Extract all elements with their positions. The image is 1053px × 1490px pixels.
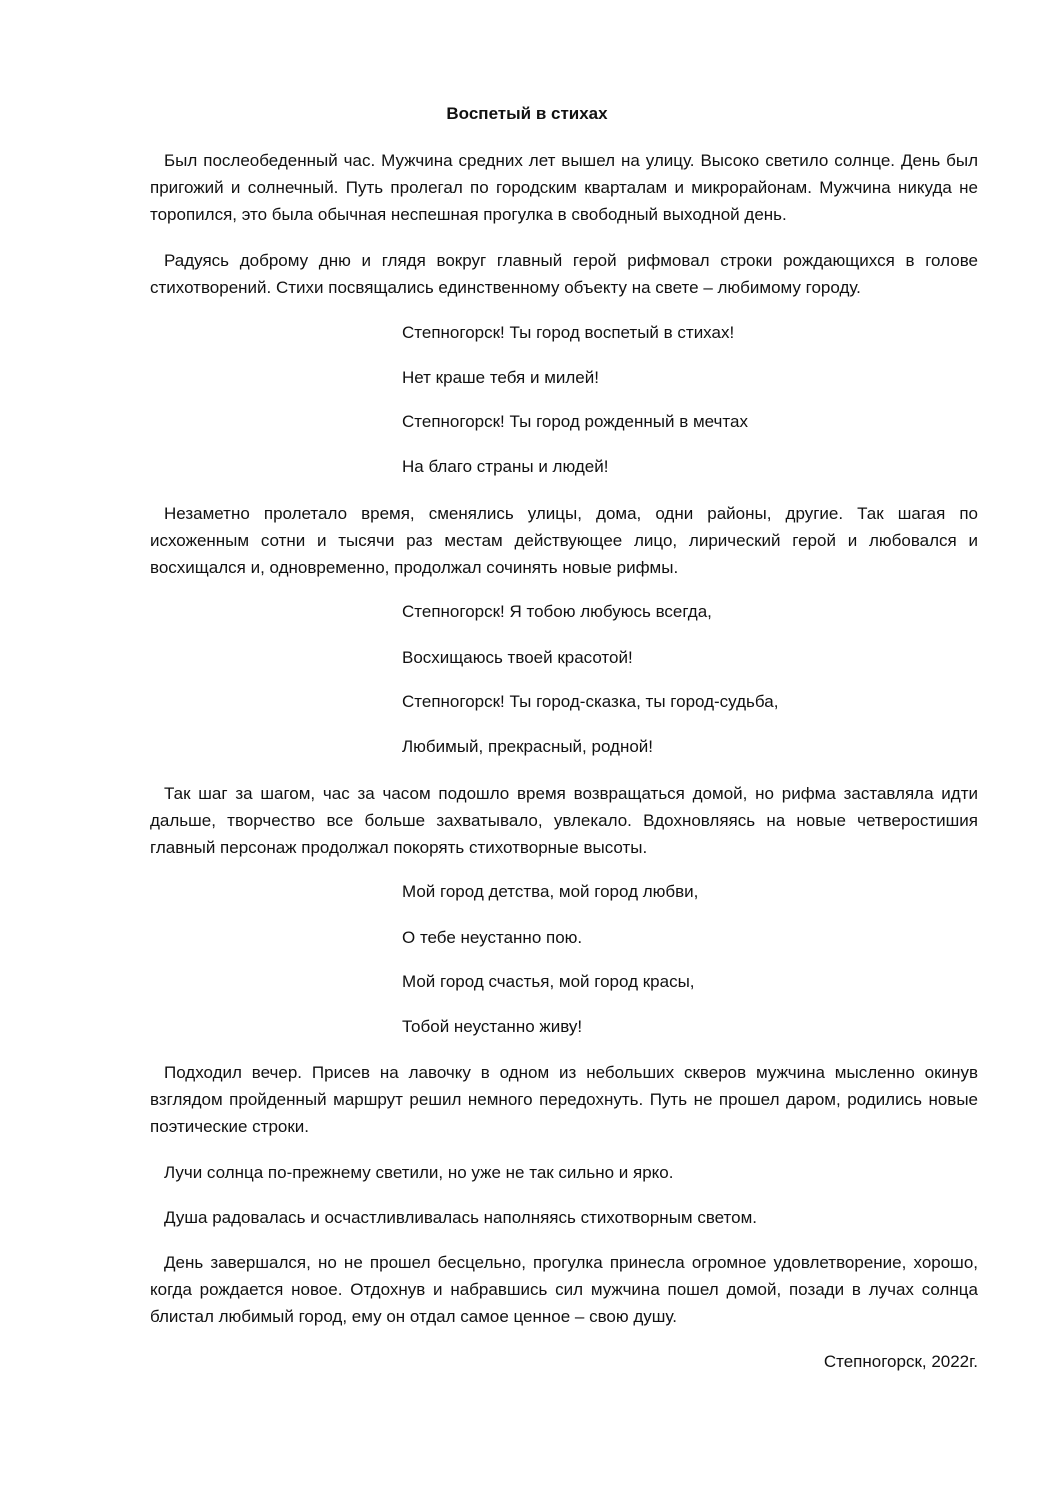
verse-line: О тебе неустанно пою.	[402, 928, 583, 947]
paragraph-sun-rays: Лучи солнца по-прежнему светили, но уже не так сильно и ярко.	[164, 1163, 674, 1182]
paragraph-walk: Незаметно пролетало время, сменялись улицы, дома, одни районы, другие. Так шагая по исхоженным сотни и тысячи раз местам действующее лицо, лирический герой и любовался и восхищался и, одновременно, продолжал сочинять новые рифмы.	[150, 504, 978, 577]
verse-line: Восхищаюсь твоей красотой!	[402, 648, 633, 667]
verse-line: Мой город детства, мой город любви,	[402, 882, 699, 901]
paragraph-intro: Был послеобеденный час. Мужчина средних лет вышел на улицу. Высоко светило солнце. День был пригожий и солнечный. Путь пролегал по городским кварталам и микрорайонам. Мужчина никуда не торопился, это была обычная неспешная прогулка в свободный выходной день.	[150, 151, 978, 224]
verse-line: Тобой неустанно живу!	[402, 1017, 583, 1036]
signature-place-date: Степногорск, 2022г.	[823, 1352, 978, 1371]
verse-line: Любимый, прекрасный, родной!	[402, 737, 654, 756]
verse-line: Мой город счастья, мой город красы,	[402, 972, 695, 991]
verse-line: Степногорск! Я тобою любуюсь всегда,	[402, 602, 712, 621]
paragraph-ending: День завершался, но не прошел бесцельно, прогулка принесла огромное удовлетворение, хорошо, когда рождается новое. Отдохнув и набравшись сил мужчина пошел домой, позади в лучах солнца блистал любимый город, ему он отдал самое ценное – свою душу.	[150, 1253, 978, 1326]
paragraph-soul: Душа радовалась и осчастливливалась наполняясь стихотворным светом.	[164, 1208, 758, 1227]
paragraph-rhyming: Радуясь доброму дню и глядя вокруг главный герой рифмовал строки рождающихся в голове стихотворений. Стихи посвящались единственному объекту на свете – любимому городу.	[150, 251, 978, 297]
verse-line: Степногорск! Ты город рожденный в мечтах	[402, 412, 748, 431]
document-title: Воспетый в стихах	[446, 104, 608, 123]
paragraph-evening: Подходил вечер. Присев на лавочку в одном из небольших скверов мужчина мысленно окинув взглядом пройденный маршрут решил немного передохнуть. Путь не прошел даром, родились новые поэтические строки.	[150, 1063, 978, 1136]
paragraph-step-by-step: Так шаг за шагом, час за часом подошло время возвращаться домой, но рифма заставляла идти дальше, творчество все больше захватывало, увлекало. Вдохновляясь на новые четверостишия главный персонаж продолжал покорять стихотворные высоты.	[150, 784, 978, 857]
verse-line: Нет краше тебя и милей!	[402, 368, 599, 387]
verse-line: На благо страны и людей!	[402, 457, 609, 476]
verse-line: Степногорск! Ты город воспетый в стихах!	[402, 323, 735, 342]
verse-line: Степногорск! Ты город-сказка, ты город-судьба,	[402, 692, 779, 711]
